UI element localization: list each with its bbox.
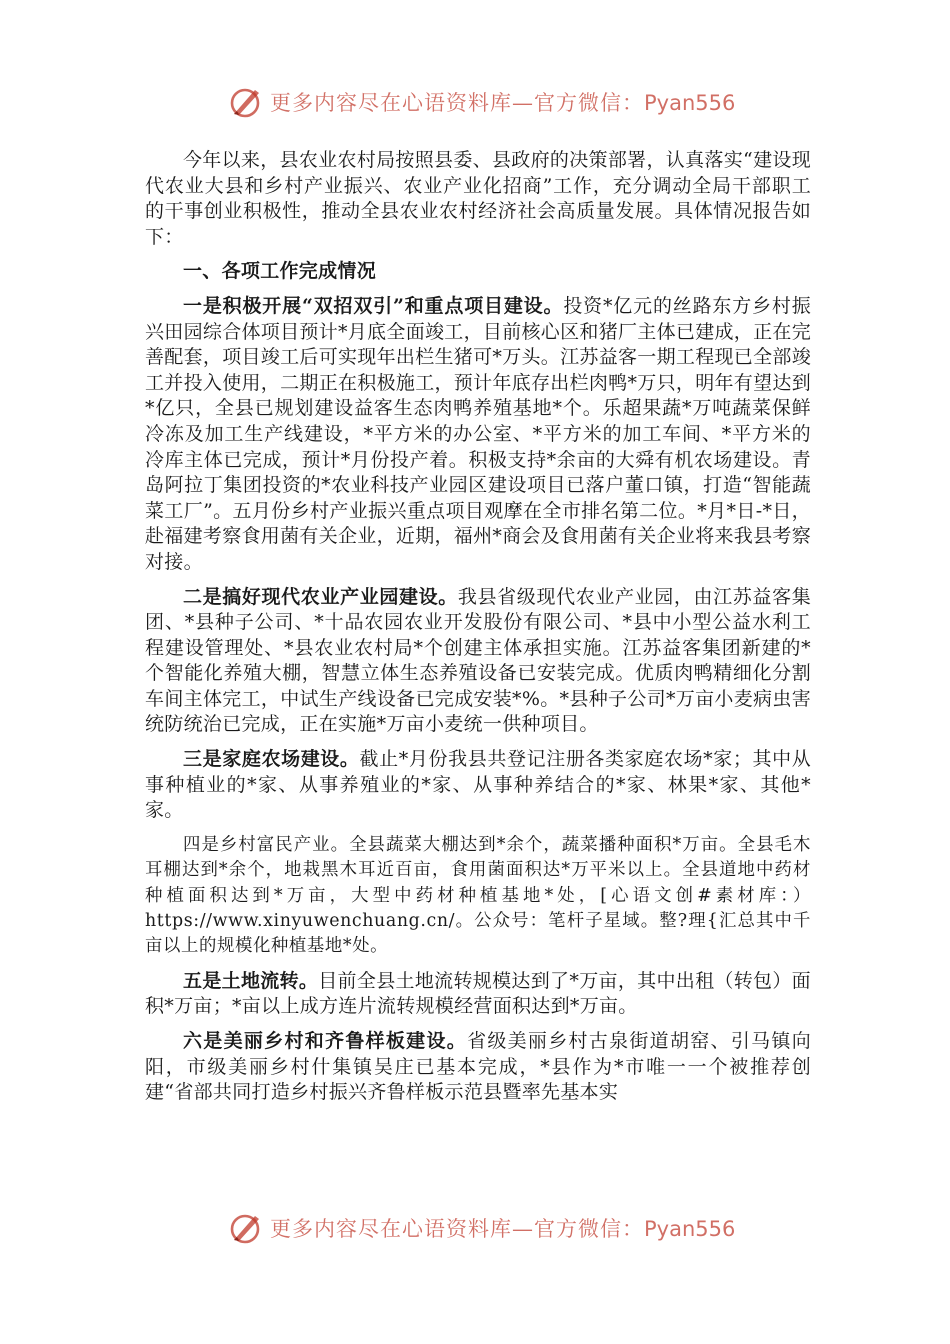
banner-main-text: 更多内容尽在心语资料库—官方微信：	[270, 91, 644, 115]
banner-account: Pyan556	[644, 1217, 736, 1241]
item-text: 我县省级现代农业产业园，由江苏益客集团、*县种子公司、*十品农园农业开发股份有限公司、*县中小型公益水利工程建设管理处、*县农业农村局*个创建主体承担实施。江苏益客集团新建的*个智能化养殖大棚，智慧立体生态养殖设备已安装完成。优质肉鸭精细化分割车间主体完工，中试生产线设备已完成安装*%。*县种子公司*万亩小麦病虫害统防统治已完成，正在实施*万亩小麦统一供种项目。	[145, 585, 812, 736]
banner-text	[270, 1213, 735, 1243]
item-text: 投资*亿元的丝路东方乡村振兴田园综合体项目预计*月底全面竣工，目前核心区和猪厂主体已建成，正在完善配套，项目竣工后可实现年出栏生猪可*万头。江苏益客一期工程现已全部竣工并投入使用，二期正在积极施工，预计年底存出栏肉鸭*万只，明年有望达到*亿只，全县已规划建设益客生态肉鸭养殖基地*个。乐超果蔬*万吨蔬菜保鲜冷冻及加工生产线建设，*平方米的办公室、*平方米的加工车间、*平方米的冷库主体已完成，预计*月份投产着。积极支持*余亩的大舜有机农场建设。青岛阿拉丁集团投资的*农业科技产业园区建设项目已落户董口镇，打造“智能蔬菜工厂”。五月份乡村产业振兴重点项目观摩在全市排名第二位。*月*日-*日，赴福建考察食用菌有关企业，近期，福州*商会及食用菌有关企业将来我县考察对接。	[145, 294, 812, 573]
banner-main-text: 更多内容尽在心语资料库—官方微信：	[270, 1217, 644, 1241]
document-body	[145, 148, 811, 1106]
paragraph-item-1	[145, 294, 811, 576]
item-text: 截止*月份我县共登记注册各类家庭农场*家；其中从事种植业的*家、从事养殖业的*家、从事种养结合的*家、林果*家、其他*家。	[145, 748, 812, 822]
item-text: 四是乡村富民产业。全县蔬菜大棚达到*余个，蔬菜播种面积*万亩。全县毛木耳棚达到*余个，地栽黑木耳近百亩，食用菌面积达*万平米以上。全县道地中药材种植面积达到*万亩，大型中药材种植基地*处，[心语文创#素材库：）https://www.xinyuwenchuang.cn/。公众号：笔杆子星域。整?理{汇总其中千亩以上的规模化种植基地*处。	[145, 834, 811, 957]
item-lead: 五是土地流转。	[183, 969, 319, 992]
pen-logo-icon	[228, 84, 264, 120]
item-lead: 二是搞好现代农业产业园建设。	[183, 585, 458, 608]
paragraph-item-4	[145, 833, 811, 960]
item-lead: 一是积极开展“双招双引”和重点项目建设。	[183, 294, 564, 317]
item-lead: 六是美丽乡村和齐鲁样板建设。	[183, 1030, 468, 1053]
pen-logo-icon	[228, 1210, 264, 1246]
section-heading: 一、各项工作完成情况	[183, 260, 377, 283]
paragraph-item-5	[145, 969, 811, 1020]
footer-banner	[0, 1208, 950, 1248]
item-lead: 三是家庭农场建设。	[183, 748, 360, 771]
banner-account: Pyan556	[644, 91, 736, 115]
header-banner	[0, 82, 950, 122]
banner-text	[270, 87, 735, 117]
intro-paragraph: 今年以来，县农业农村局按照县委、县政府的决策部署，认真落实“建设现代农业大县和乡村产业振兴、农业产业化招商”工作，充分调动全局干部职工的干事创业积极性，推动全县农业农村经济社会高质量发展。具体情况报告如下：	[145, 149, 811, 248]
banner-content	[228, 82, 735, 122]
paragraph-item-2	[145, 585, 811, 739]
item-text: 省级美丽乡村古泉街道胡窑、引马镇向阳，市级美丽乡村什集镇吴庄已基本完成，*县作为*市唯一一个被推荐创建“省部共同打造乡村振兴齐鲁样板示范县暨率先基本实	[145, 1030, 811, 1104]
paragraph-item-3	[145, 747, 811, 824]
paragraph-item-6	[145, 1029, 811, 1106]
item-text: 目前全县土地流转规模达到了*万亩，其中出租（转包）面积*万亩；*亩以上成方连片流转规模经营面积达到*万亩。	[145, 969, 811, 1018]
banner-content	[228, 1208, 735, 1248]
